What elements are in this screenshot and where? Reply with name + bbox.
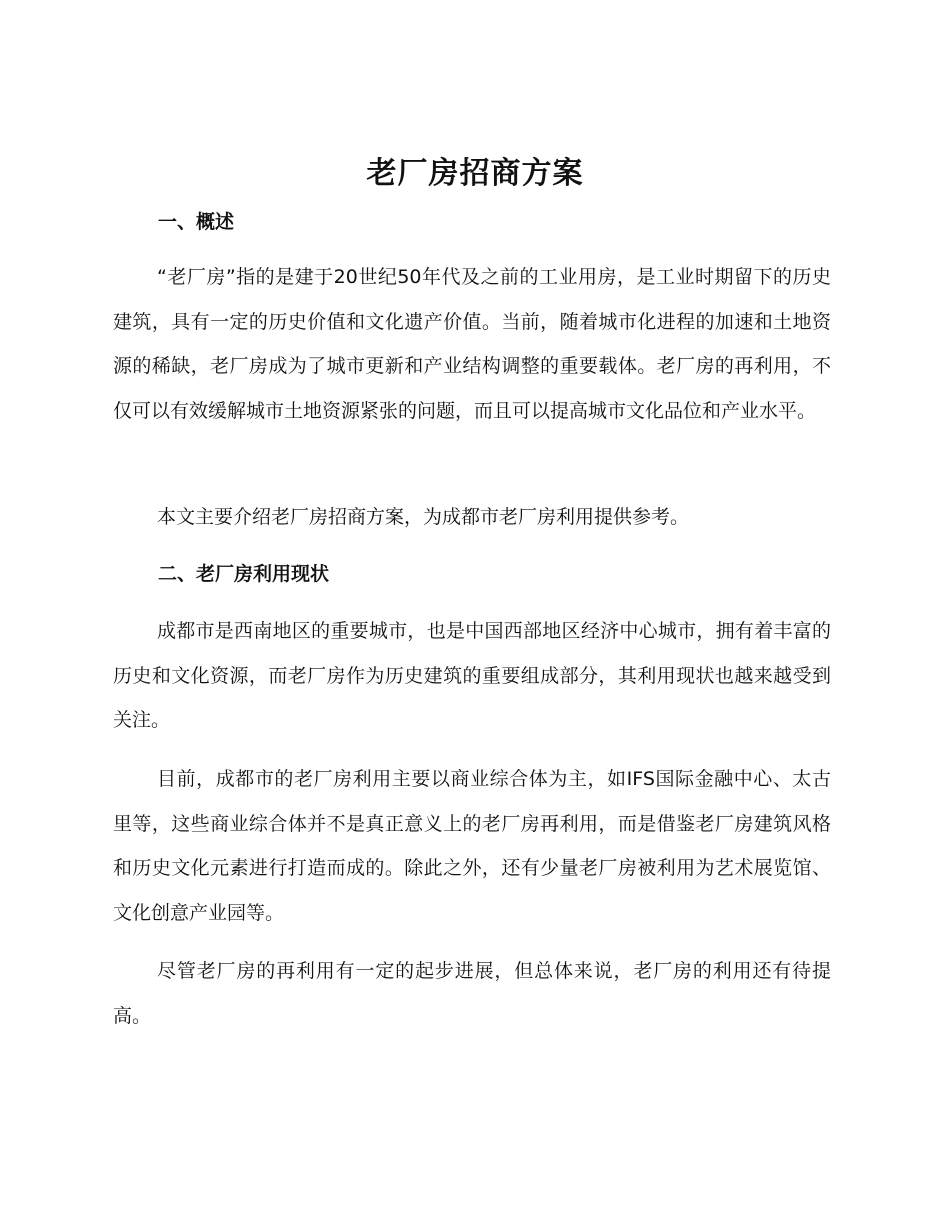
section-heading-status: 二、老厂房利用现状 — [158, 563, 330, 585]
paragraph-overview-2: 本文主要介绍老厂房招商方案，为成都市老厂房利用提供参考。 — [157, 506, 690, 528]
section-heading-overview: 一、概述 — [158, 211, 235, 233]
paragraph-status-2: 目前，成都市的老厂房利用主要以商业综合体为主，如IFS国际金融中心、太古里等，这些商业综合体并不是真正意义上的老厂房再利用，而是借鉴老厂房建筑风格和历史文化元素进行打造而成的。除此之外，还有少量老厂房被利用为艺术展览馆、文化创意产业园等。 — [113, 768, 831, 924]
paragraph-status-1: 成都市是西南地区的重要城市，也是中国西部地区经济中心城市，拥有着丰富的历史和文化资源，而老厂房作为历史建筑的重要组成部分，其利用现状也越来越受到关注。 — [113, 620, 831, 731]
document-title: 老厂房招商方案 — [366, 156, 584, 191]
paragraph-status-3: 尽管老厂房的再利用有一定的起步进展，但总体来说，老厂房的利用还有待提高。 — [113, 960, 831, 1027]
paragraph-overview-1: “老厂房”指的是建于20世纪50年代及之前的工业用房，是工业时期留下的历史建筑，具有一定的历史价值和文化遗产价值。当前，随着城市化进程的加速和土地资源的稀缺，老厂房成为了城市更新和产业结构调整的重要载体。老厂房的再利用，不仅可以有效缓解城市土地资源紧张的问题，而且可以提高城市文化品位和产业水平。 — [113, 266, 831, 422]
